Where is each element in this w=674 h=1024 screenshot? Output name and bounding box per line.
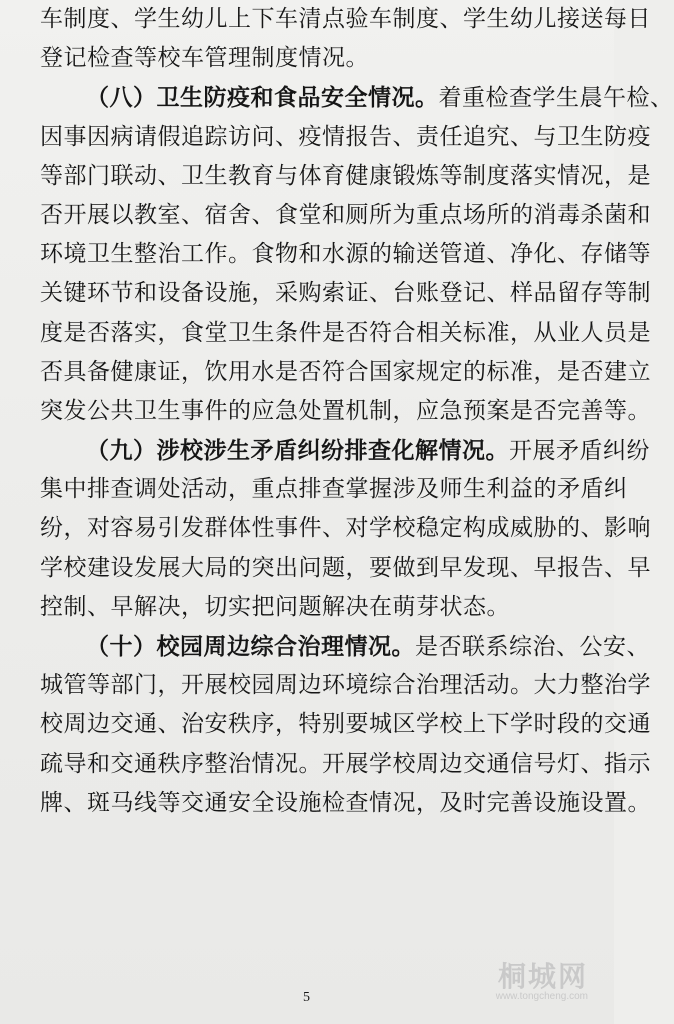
section-8-heading: （八）卫生防疫和食品安全情况。 [86, 84, 439, 112]
section-8-line [40, 78, 674, 117]
text-line: 否具备健康证，饮用水是否符合国家规定的标准，是否建立 [40, 358, 651, 385]
section-10-heading: （十）校园周边综合治理情况。 [86, 633, 415, 660]
text-line: 牌、斑马线等交通安全设施检查情况，及时完善设施设置。 [40, 789, 651, 816]
text-line: 关键环节和设备设施，采购索证、台账登记、样品留存等制 [40, 280, 651, 307]
text-line: 车制度、学生幼儿上下车清点验车制度、学生幼儿接送每日 [40, 6, 651, 32]
watermark-logo: 桐城网 [497, 961, 588, 992]
text-line: 因事因病请假追踪访问、疫情报告、责任追究、与卫生防疫 [40, 123, 651, 150]
text-line: 疏导和交通秩序整治情况。开展学校周边交通信号灯、指示 [40, 750, 651, 777]
text-run: 开展矛盾纠纷 [509, 438, 650, 465]
text-line: 环境卫生整治工作。食物和水源的输送管道、净化、存储等 [40, 241, 651, 268]
text-line: 控制、早解决，切实把问题解决在萌芽状态。 [40, 593, 510, 620]
section-9-heading: （九）涉校涉生矛盾纠纷排查化解情况。 [86, 437, 509, 465]
text-line: 校周边交通、治安秩序，特别要城区学校上下学时段的交通 [40, 711, 651, 738]
text-line: 纷，对容易引发群体性事件、对学校稳定构成威胁的、影响 [40, 515, 651, 542]
text-line: 学校建设发展大局的突出问题，要做到早发现、早报告、早 [40, 554, 651, 581]
document-body [40, 0, 674, 823]
page-number: 5 [303, 990, 310, 1005]
section-10-line [40, 627, 650, 666]
text-line: 度是否落实，食堂卫生条件是否符合相关标准，从业人员是 [40, 319, 651, 346]
text-line: 集中排查调处活动，重点排查掌握涉及师生利益的矛盾纠 [40, 476, 628, 503]
text-line: 登记检查等校车管理制度情况。 [40, 45, 369, 72]
text-line: 等部门联动、卫生教育与体育健康锻炼等制度落实情况，是 [40, 162, 651, 189]
watermark [496, 955, 588, 1002]
text-run: 是否联系综治、公安、 [415, 634, 650, 660]
text-line: 否开展以教室、宿舍、食堂和厕所为重点场所的消毒杀菌和 [40, 201, 651, 228]
section-9-line [40, 431, 650, 470]
text-line: 城管等部门，开展校园周边环境综合治理活动。大力整治学 [40, 672, 651, 699]
text-line: 突发公共卫生事件的应急处置机制，应急预案是否完善等。 [40, 397, 651, 424]
watermark-url: www.tongcheng.com [495, 991, 588, 1002]
text-run: 着重检查学生晨午检、 [438, 85, 674, 112]
